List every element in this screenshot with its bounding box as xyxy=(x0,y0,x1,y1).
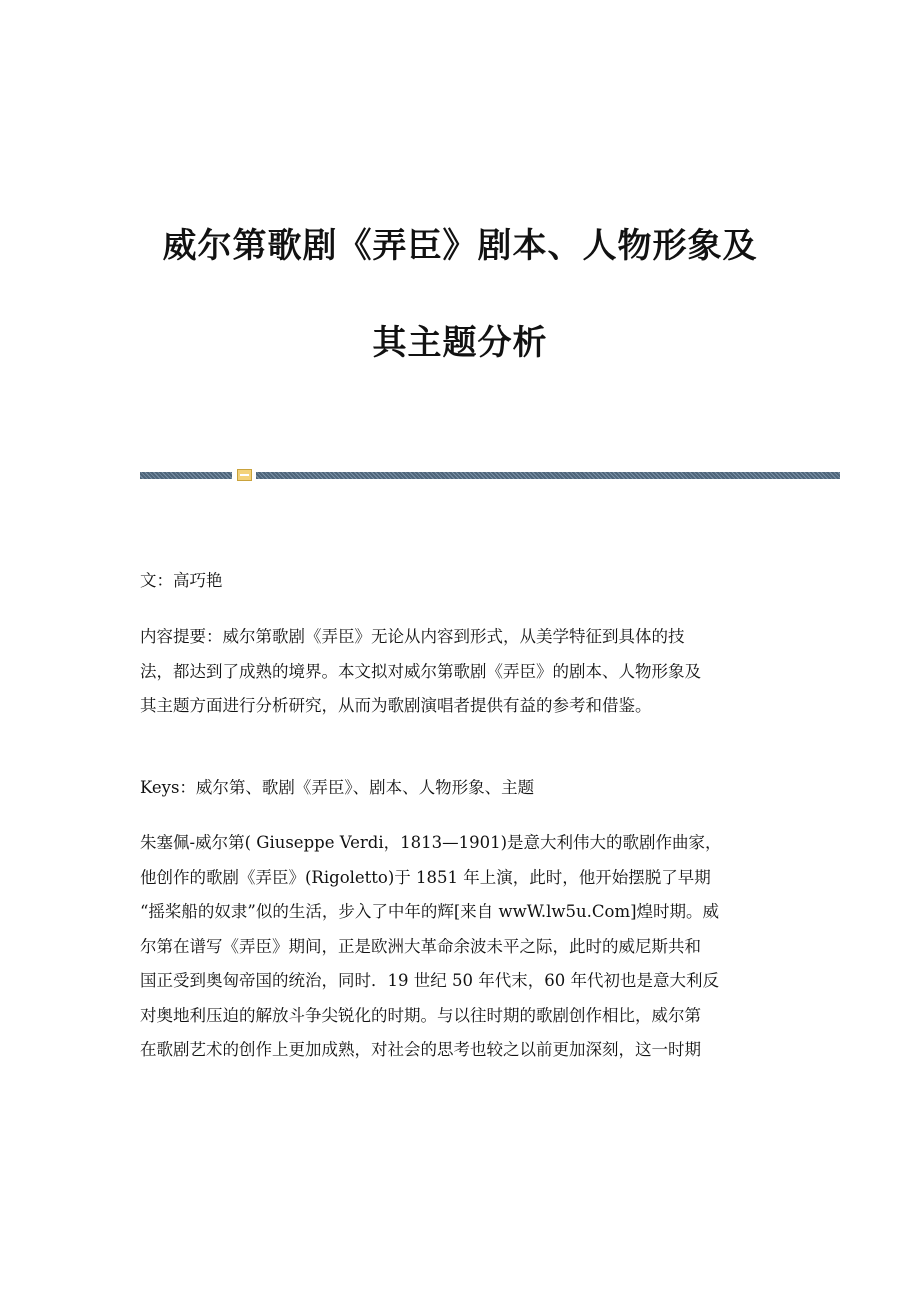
divider-bar-left xyxy=(140,472,232,479)
abstract-line-2: 法，都达到了成熟的境界。本文拟对威尔第歌剧《弄臣》的剧本、人物形象及 xyxy=(140,661,701,681)
keywords: Keys：威尔第、歌剧《弄臣》、剧本、人物形象、主题 xyxy=(140,778,535,797)
author-line xyxy=(140,564,780,599)
body-line-5: 国正受到奥匈帝国的统治，同时．19 世纪 50 年代末，60 年代初也是意大利反 xyxy=(140,971,719,990)
body-line-3: “摇桨船的奴隶”似的生活，步入了中年的辉[来自 wwW.lw5u.Com]煌时期。威 xyxy=(140,902,720,921)
document-title-line-2: 其主题分析 xyxy=(372,323,548,363)
document-title-line-1: 威尔第歌剧《弄臣》剧本、人物形象及 xyxy=(162,226,758,266)
divider-bar-right xyxy=(256,472,840,479)
envelope-icon xyxy=(237,469,252,481)
body-line-6: 对奥地利压迫的解放斗争尖锐化的时期。与以往时期的歌剧创作相比，威尔第 xyxy=(140,1005,701,1025)
abstract-line-1: 内容提要：威尔第歌剧《弄臣》无论从内容到形式，从美学特征到具体的技 xyxy=(140,627,685,646)
body-paragraph xyxy=(140,826,780,1068)
title-divider xyxy=(140,468,840,482)
abstract-paragraph xyxy=(140,620,780,724)
abstract-line-3: 其主题方面进行分析研究，从而为歌剧演唱者提供有益的参考和借鉴。 xyxy=(140,696,652,715)
author: 文：高巧艳 xyxy=(140,571,223,590)
keywords-line xyxy=(140,771,780,806)
body-line-4: 尔第在谱写《弄臣》期间，正是欧洲大革命余波未平之际，此时的威尼斯共和 xyxy=(140,936,701,956)
body-line-2: 他创作的歌剧《弄臣》(Rigoletto)于 1851 年上演，此时，他开始摆脱了早期 xyxy=(140,867,711,887)
body-line-1: 朱塞佩-威尔第( Giuseppe Verdi，1813—1901)是意大利伟大的歌剧作曲家， xyxy=(140,833,722,852)
body-line-7: 在歌剧艺术的创作上更加成熟，对社会的思考也较之以前更加深刻，这一时期 xyxy=(140,1040,701,1059)
